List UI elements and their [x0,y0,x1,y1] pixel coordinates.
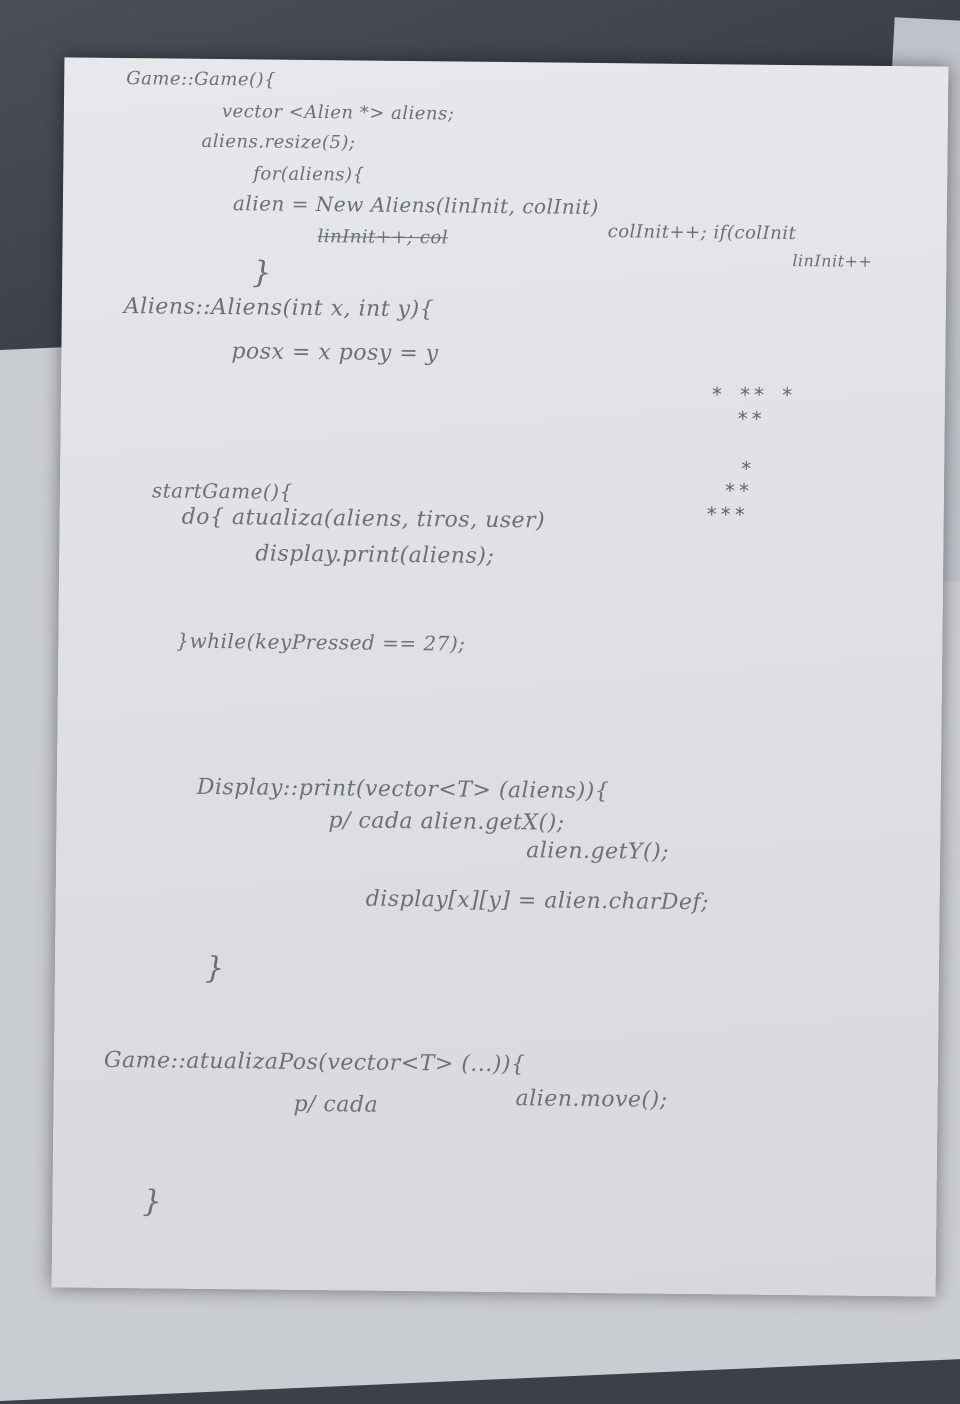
formation-row-4: ** [723,478,753,503]
start-game-signature: startGame(){ [151,478,293,504]
display-get-y: alien.getY(); [526,838,670,865]
for-loop: for(aliens){ [253,163,365,186]
aliens-resize: aliens.resize(5); [201,130,356,154]
col-increment: colInit++; if(colInit [607,221,797,245]
atualiza-pos-close: } [142,1184,163,1220]
display-print-close: } [204,950,225,987]
formation-row-2: ** [736,406,765,431]
formation-row-5: *** [705,502,748,527]
game-constructor-close: } [252,255,272,291]
new-alien-statement: alien = New Aliens(linInit, colInit) [232,191,600,220]
atualiza-loop-label: p/ cada [293,1091,379,1118]
display-print-signature: Display::print(vector<T> (aliens)){ [196,774,610,805]
atualiza-pos-signature: Game::atualizaPos(vector<T> (...)){ [103,1047,526,1078]
do-update-call: do{ atualiza(aliens, tiros, user) [181,504,546,534]
vector-declaration: vector <Alien *> aliens; [221,101,455,125]
lin-increment: linInit++ [792,251,873,271]
formation-row-1: * ** * [710,382,796,408]
aliens-constructor-body: posx = x posy = y [231,339,439,367]
alien-move-call: alien.move(); [515,1086,668,1113]
display-assign: display[x][y] = alien.charDef; [365,886,710,916]
game-constructor-signature: Game::Game(){ [126,68,277,91]
while-condition: }while(keyPressed == 27); [176,628,466,656]
display-loop: p/ cada alien.getX(); [328,808,565,836]
aliens-constructor-signature: Aliens::Aliens(int x, int y){ [123,294,435,323]
formation-row-3: * [740,456,755,481]
display-print-call: display.print(aliens); [255,541,495,569]
handwritten-notes-page [52,57,949,1296]
struck-text: linInit++; col [317,226,449,249]
